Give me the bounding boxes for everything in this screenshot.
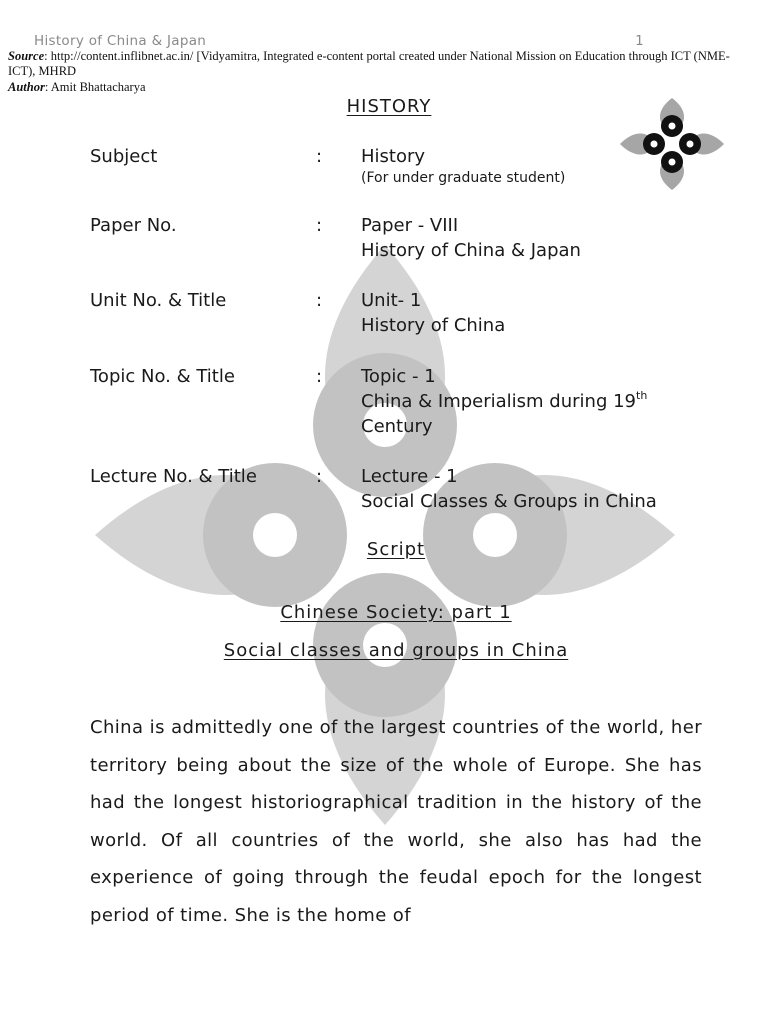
unit-value-line-1: Unit- 1 [361,290,422,311]
topic-value-line-1: Topic - 1 [361,366,436,387]
script-heading: Script [366,539,426,560]
running-header [34,33,644,49]
author-label: Author [8,80,45,94]
author-line [8,80,146,95]
topic-value [361,364,647,439]
unit-value [361,288,505,338]
author-text: : Amit Bhattacharya [44,80,146,94]
subject-label: Subject [90,146,158,167]
page-number: 1 [635,33,644,49]
subject-note: (For under graduate student) [361,170,566,186]
source-text: : http://content.inflibnet.ac.in/ [Vidyamitra, Integrated e-content portal created under National Mission on Education through ICT (NME-ICT), MHRD [8,49,730,78]
topic-value-line-2: China & Imperialism during 19 [361,391,637,412]
source-line [8,49,748,79]
body-paragraph: China is admittedly one of the largest countries of the world, her territory being about the size of the whole of Europe. She has had the longest historiographical tradition in the history of the world. Of all countries of the world, she also has had the experience of going through the feudal epoch for the longest period of time. She is the home of [90,717,702,926]
source-label: Source [8,49,45,63]
lecture-value-line-2: Social Classes & Groups in China [361,491,657,512]
unit-label: Unit No. & Title [90,290,227,311]
running-header-title: History of China & Japan [34,33,207,49]
lecture-label: Lecture No. & Title [90,466,257,487]
paper-label: Paper No. [90,215,177,236]
topic-label: Topic No. & Title [90,366,235,387]
topic-value-superscript: th [636,389,648,402]
unit-value-line-2: History of China [361,315,506,336]
paper-value [361,213,581,263]
topic-value-line-3: Century [361,416,433,437]
paper-value-line-2: History of China & Japan [361,240,581,261]
lecture-value-line-1: Lecture - 1 [361,466,458,487]
colon: : [316,466,323,487]
section-subtitle: Social classes and groups in China [223,640,569,661]
subject-value [361,144,565,187]
lecture-value [361,464,657,514]
subject-value-text: History [361,146,426,167]
colon: : [316,146,323,167]
document-heading: HISTORY [346,96,432,117]
colon: : [316,366,323,387]
colon: : [316,290,323,311]
colon: : [316,215,323,236]
paper-value-line-1: Paper - VIII [361,215,459,236]
section-title: Chinese Society: part 1 [280,602,512,623]
